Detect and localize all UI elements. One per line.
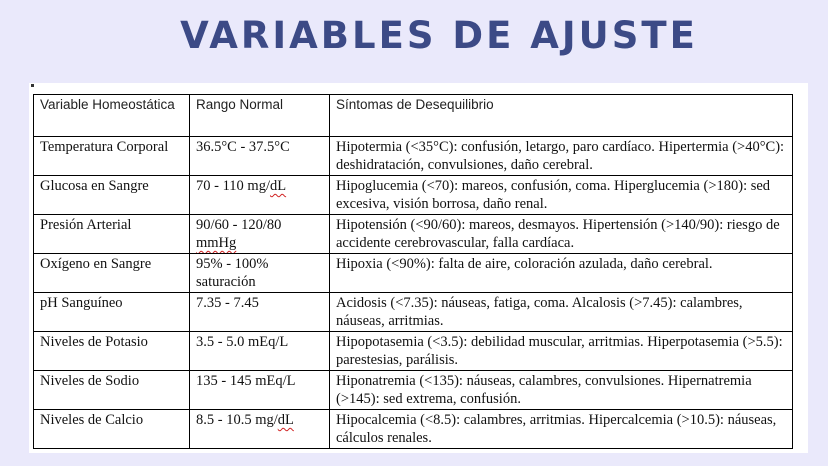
- cell-range-value: 90/60 - 120/80: [196, 217, 282, 233]
- cell-symptoms: Hipotermia (<35°C): confusión, letargo, paro cardíaco. Hipertermia (>40°C): deshidratación, convulsiones, daño cerebral.: [330, 137, 793, 176]
- header-variable: Variable Homeostática: [34, 95, 190, 137]
- cell-variable: Oxígeno en Sangre: [34, 254, 190, 293]
- cell-symptoms: Hipotensión (<90/60): mareos, desmayos. Hipertensión (>140/90): riesgo de accidente cerebrovascular, falla cardíaca.: [330, 215, 793, 254]
- cell-variable: Presión Arterial: [34, 215, 190, 254]
- cell-range-value: 8.5 - 10.5 mg/: [196, 412, 278, 428]
- cell-symptoms: Acidosis (<7.35): náuseas, fatiga, coma. Alcalosis (>7.45): calambres, náuseas, arritmias.: [330, 293, 793, 332]
- table-row: [34, 410, 793, 449]
- cell-variable: Niveles de Potasio: [34, 332, 190, 371]
- table-row: [34, 332, 793, 371]
- slide-title: VARIABLES DE AJUSTE: [180, 14, 698, 57]
- header-symptoms: Síntomas de Desequilibrio: [330, 95, 793, 137]
- homeostasis-table: [33, 94, 793, 449]
- cell-range: 95% - 100% saturación: [190, 254, 330, 293]
- table-row: [34, 137, 793, 176]
- cell-variable: Niveles de Sodio: [34, 371, 190, 410]
- cell-range-unit: dL: [277, 412, 294, 428]
- cell-range-unit: mmHg: [196, 235, 237, 251]
- table-row: [34, 254, 793, 293]
- cell-symptoms: Hiponatremia (<135): náuseas, calambres, convulsiones. Hipernatremia (>145): sed extrema, confusión.: [330, 371, 793, 410]
- cell-symptoms: Hipocalcemia (<8.5): calambres, arritmias. Hipercalcemia (>10.5): náuseas, cálculos renales.: [330, 410, 793, 449]
- cell-symptoms: Hipoglucemia (<70): mareos, confusión, coma. Hiperglucemia (>180): sed excesiva, visión borrosa, daño renal.: [330, 176, 793, 215]
- cell-range-unit: dL: [269, 178, 287, 194]
- header-range: Rango Normal: [190, 95, 330, 137]
- cell-variable: Niveles de Calcio: [34, 410, 190, 449]
- cell-range: 7.35 - 7.45: [190, 293, 330, 332]
- cell-variable: Temperatura Corporal: [34, 137, 190, 176]
- table-row: [34, 176, 793, 215]
- cell-range: 36.5°C - 37.5°C: [190, 137, 330, 176]
- page-marker-dot: [31, 84, 34, 87]
- cell-range: 3.5 - 5.0 mEq/L: [190, 332, 330, 371]
- cell-range-value: 70 - 110 mg/: [196, 178, 270, 194]
- cell-variable: pH Sanguíneo: [34, 293, 190, 332]
- cell-range: [190, 410, 330, 449]
- table-header-row: [34, 95, 793, 137]
- cell-symptoms: Hipoxia (<90%): falta de aire, coloración azulada, daño cerebral.: [330, 254, 793, 293]
- cell-range: [190, 176, 330, 215]
- cell-range: [190, 215, 330, 254]
- cell-variable: Glucosa en Sangre: [34, 176, 190, 215]
- table-row: [34, 371, 793, 410]
- cell-symptoms: Hipopotasemia (<3.5): debilidad muscular, arritmias. Hiperpotasemia (>5.5): parestesias, parálisis.: [330, 332, 793, 371]
- cell-range: 135 - 145 mEq/L: [190, 371, 330, 410]
- table-row: [34, 293, 793, 332]
- table-row: [34, 215, 793, 254]
